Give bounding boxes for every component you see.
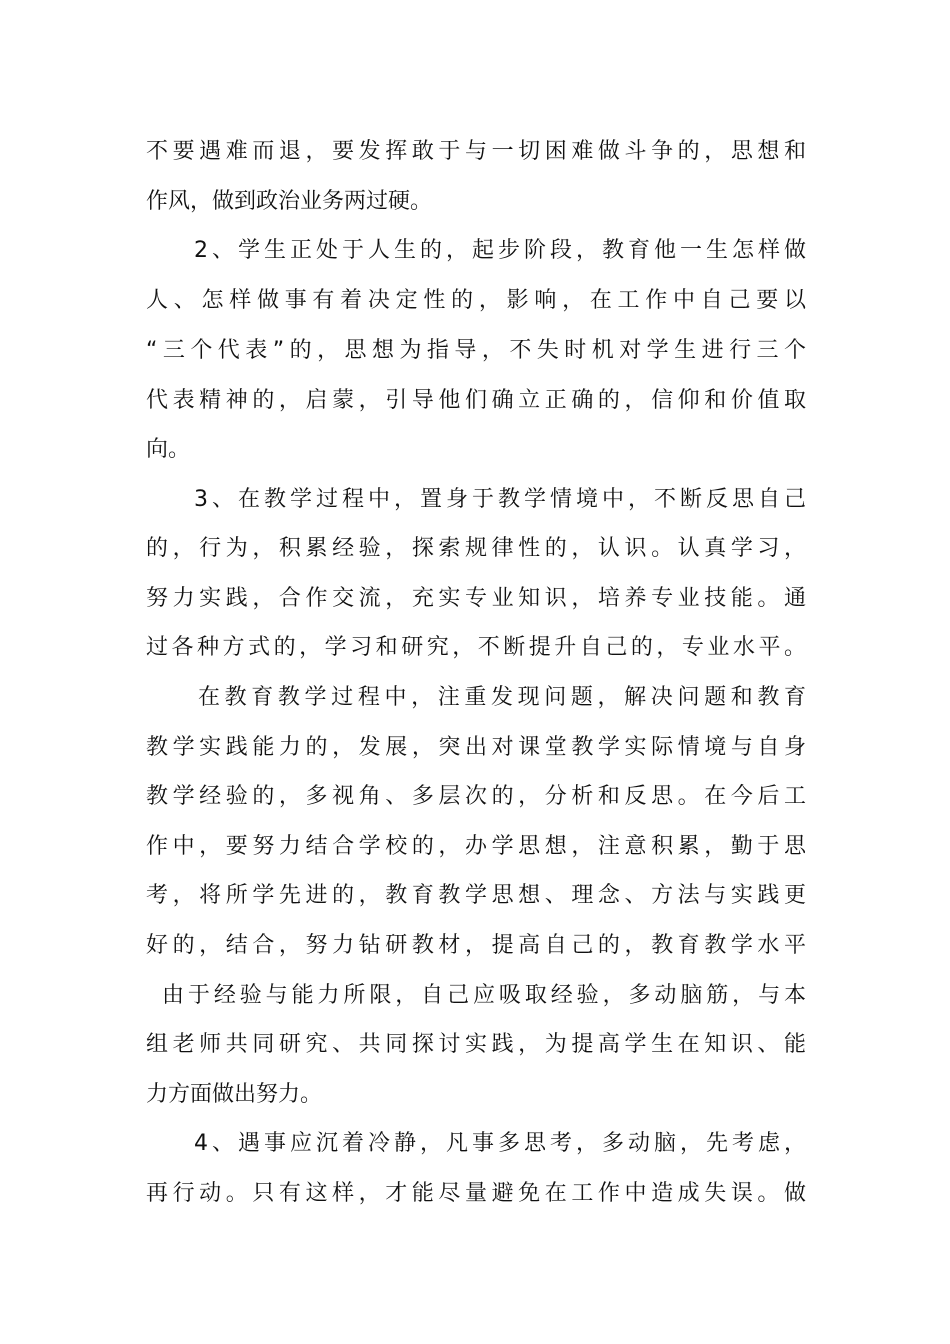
text-line: 3、在教学过程中，置身于教学情境中，不断反思自己 <box>194 487 806 512</box>
text-line: 力方面做出努力。 <box>146 1082 323 1107</box>
text-line: 再行动。只有这样，才能尽量避免在工作中造成失误。做 <box>146 1181 806 1206</box>
text-line: 努力实践，合作交流，充实专业知识，培养专业技能。通 <box>146 586 806 611</box>
text-line: 教学实践能力的，发展，突出对课堂教学实际情境与自身 <box>146 735 806 760</box>
text-line: 的，行为，积累经验，探索规律性的，认识。认真学习， <box>146 536 806 561</box>
text-line: 作中，要努力结合学校的，办学思想，注意积累，勤于思 <box>146 834 806 859</box>
text-line: 作风，做到政治业务两过硬。 <box>146 189 433 214</box>
text-line: 教学经验的，多视角、多层次的，分析和反思。在今后工 <box>146 784 806 809</box>
text-line: 2、学生正处于人生的，起步阶段，教育他一生怎样做 <box>194 238 806 263</box>
text-line: 4、遇事应沉着冷静，凡事多思考，多动脑，先考虑， <box>194 1131 806 1156</box>
text-line: 过各种方式的，学习和研究，不断提升自己的，专业水平。 <box>146 635 806 660</box>
text-line: 好的，结合，努力钻研教材，提高自己的，教育教学水平 <box>146 933 806 958</box>
text-line: 由于经验与能力所限，自己应吸取经验，多动脑筋，与本 <box>162 983 806 1008</box>
text-line: 向。 <box>146 437 191 462</box>
text-line: 不要遇难而退，要发挥敢于与一切困难做斗争的，思想和 <box>146 139 806 164</box>
text-line: “三个代表”的，思想为指导，不失时机对学生进行三个 <box>146 338 806 363</box>
text-line: 人、怎样做事有着决定性的，影响，在工作中自己要以 <box>146 288 806 313</box>
text-line: 考，将所学先进的，教育教学思想、理念、方法与实践更 <box>146 883 806 908</box>
text-line: 在教育教学过程中，注重发现问题，解决问题和教育 <box>198 685 806 710</box>
text-line: 代表精神的，启蒙，引导他们确立正确的，信仰和价值取 <box>146 388 806 413</box>
text-line: 组老师共同研究、共同探讨实践，为提高学生在知识、能 <box>146 1032 806 1057</box>
